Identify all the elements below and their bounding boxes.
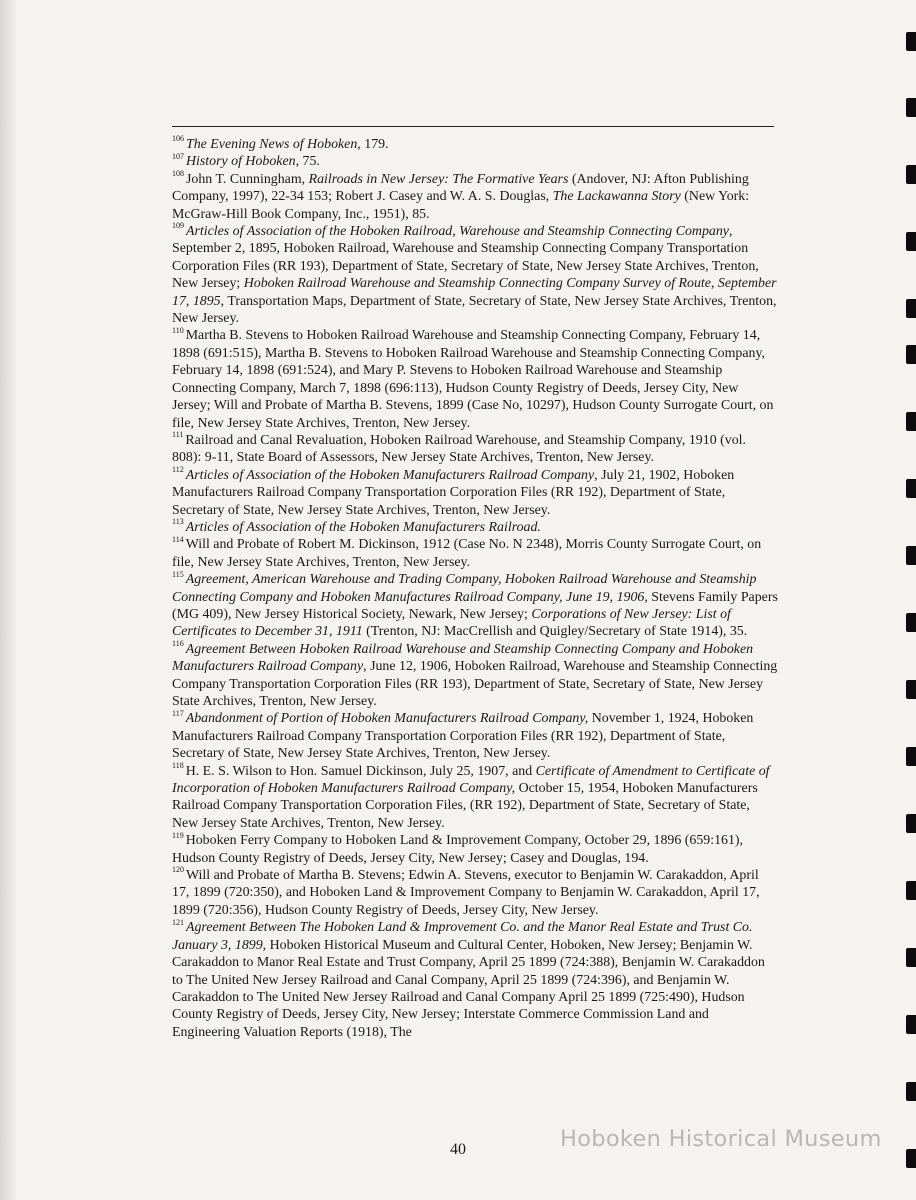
footnote-118 — [172, 763, 778, 833]
footnote-text: Will and Probate of Robert M. Dickinson, 1912 (Case No. N 2348), Morris County Surrogate Court, on file, New Jersey State Archives, Trenton, New Jersey. — [172, 537, 762, 570]
footnote-number: 113 — [172, 517, 184, 527]
footnote-text: John T. Cunningham, — [186, 171, 309, 187]
footnote-121 — [172, 919, 778, 1041]
binding-hole — [906, 747, 916, 766]
footnote-text: , Hoboken Historical Museum and Cultural Center, Hoboken, New Jersey; Benjamin W. Carakaddon to Manor Real Estate and Trust Company, April 25 1899 (724:388), Benjamin W. Carakaddon to The United New Jersey Railroad and Canal Company, April 25 1899 (724:396), and Benjamin W. Carakaddon to The United New Jersey Railroad and Canal Company April 25 1899 (725:490), Hudson County Registry of Deeds, Jersey City, New Jersey; Interstate Commerce Commission Land and Engineering Valuation Reports (1918), The — [172, 937, 765, 1040]
footnote-separator-rule — [172, 126, 774, 127]
footnote-number: 114 — [172, 534, 184, 544]
footnote-number: 119 — [172, 830, 184, 840]
footnote-111 — [172, 432, 778, 467]
footnote-114 — [172, 536, 778, 571]
footnote-text: , June 12, 1906, Hoboken Railroad, Warehouse and Steamship Connecting Company Transportation Corporation Files (RR 193), Department of State, Secretary of State, New Jersey State Archives, Trenton, New Jersey. — [172, 659, 778, 709]
binding-hole — [906, 814, 916, 833]
footnote-italic-title: Railroads in New Jersey: The Formative Years — [308, 171, 569, 187]
footnote-110 — [172, 327, 778, 431]
binding-hole — [906, 232, 916, 251]
binding-hole — [906, 299, 916, 318]
footnote-italic-title: Articles of Association of the Hoboken Manufacturers Railroad Company — [185, 467, 595, 483]
footnote-italic-title: Certificate of Amendment to Certificate of Incorporation of Hoboken Manufacturers Railroad Company, — [172, 763, 770, 797]
footnote-text: Hoboken Ferry Company to Hoboken Land & Improvement Company, October 29, 1896 (659:161), Hudson County Registry of Deeds, Jersey City, New Jersey; Casey and Douglas, 194. — [172, 833, 744, 866]
footnote-text: , 75. — [295, 154, 320, 170]
footnote-text: Railroad and Canal Revaluation, Hoboken Railroad Warehouse, and Steamship Company, 1910 (vol. 808): 9-11, State Board of Assessors, New Jersey State Archives, Trenton, New Jersey. — [172, 432, 746, 466]
footnote-number: 110 — [172, 325, 184, 335]
footnote-number: 121 — [172, 917, 184, 927]
binding-hole — [906, 680, 916, 699]
footnote-italic-title: Articles of Association of the Hoboken Manufacturers Railroad. — [185, 519, 541, 535]
footnote-italic-title: Agreement Between The Hoboken Land & Improvement Co. and the Manor Real Estate and Trust Co. January 3, 1899 — [172, 920, 753, 953]
binding-hole — [906, 98, 916, 117]
footnote-text: (New York: McGraw-Hill Book Company, Inc., 1951), 85. — [172, 189, 750, 222]
footnote-italic-title: The Evening News of Hoboken — [186, 137, 358, 152]
museum-watermark: Hoboken Historical Museum — [560, 1126, 882, 1152]
binding-hole — [906, 1082, 916, 1101]
footnote-117 — [172, 710, 778, 762]
binding-hole — [906, 613, 916, 632]
binding-hole — [906, 345, 916, 364]
binding-hole — [906, 479, 916, 498]
footnote-number: 115 — [172, 569, 184, 579]
page-number: 40 — [450, 1141, 466, 1158]
footnote-italic-title: Agreement Between Hoboken Railroad Warehouse and Steamship Connecting Company and Hoboken Manufacturers Railroad Company — [172, 641, 754, 675]
footnote-number: 116 — [172, 639, 184, 649]
footnote-112 — [172, 467, 778, 519]
footnote-text: , Transportation Maps, Department of State, Secretary of State, New Jersey State Archives, Trenton, New Jersey. — [172, 293, 777, 327]
footnote-number: 111 — [172, 430, 184, 440]
footnote-107 — [172, 153, 778, 170]
footnotes-list — [172, 136, 778, 1041]
footnote-number: 120 — [172, 865, 184, 875]
footnote-text: (Andover, NJ: Afton Publishing Company, 1997), 22-34 153; Robert J. Casey and W. A. S. Douglas, — [172, 171, 749, 205]
binding-hole — [906, 948, 916, 967]
footnote-italic-title: The Lackawanna Story — [552, 189, 681, 205]
footnote-text: , July 21, 1902, Hoboken Manufacturers Railroad Company Transportation Corporation Files (RR 192), Department of State, Secretary of State, New Jersey State Archives, Trenton, New Jersey. — [172, 467, 735, 518]
spiral-binding — [900, 0, 916, 1200]
footnote-text: October 15, 1954, Hoboken Manufacturers Railroad Company Transportation Corporation Files, (RR 192), Department of State, Secretary of State, New Jersey State Archives, Trenton, New Jersey. — [172, 781, 758, 831]
binding-hole — [906, 881, 916, 900]
footnote-116 — [172, 641, 778, 711]
footnote-text: , September 2, 1895, Hoboken Railroad, Warehouse and Steamship Connecting Company Transportation Corporation Files (RR 193), Department of State, Secretary of State, New Jersey State Archives, Trenton, New Jersey; — [172, 224, 759, 292]
page-edge-shadow — [0, 0, 18, 1200]
footnote-italic-title: Corporations of New Jersey: List of Certificates to December 31, 1911 — [172, 606, 731, 640]
footnote-text: Martha B. Stevens to Hoboken Railroad Warehouse and Steamship Connecting Company, February 14, 1898 (691:515), Martha B. Stevens to Hoboken Railroad Warehouse and Steamship Connecting Company, February 14, 1898 (691:524), and Mary P. Stevens to Hoboken Railroad Warehouse and Steamship Connecting Company, March 7, 1898 (696:113), Hudson County Registry of Deeds, Jersey City, New Jersey; Will and Probate of Martha B. Stevens, 1899 (Case No, 10297), Hudson County Surrogate Court, on file, New Jersey State Archives, Trenton, New Jersey. — [172, 328, 774, 431]
footnote-text: (Trenton, NJ: MacCrellish and Quigley/Secretary of State 1914), 35. — [362, 624, 748, 640]
binding-hole — [906, 546, 916, 565]
footnote-109 — [172, 223, 778, 327]
footnote-number: 109 — [172, 221, 184, 231]
footnote-108 — [172, 171, 778, 223]
footnote-text: H. E. S. Wilson to Hon. Samuel Dickinson, July 25, 1907, and — [185, 763, 536, 779]
footnote-number: 117 — [172, 708, 184, 718]
binding-hole — [906, 32, 916, 51]
footnote-number: 106 — [172, 134, 184, 144]
footnote-italic-title: Abandonment of Portion of Hoboken Manufacturers Railroad Company, — [185, 711, 589, 727]
footnote-text: November 1, 1924, Hoboken Manufacturers Railroad Company Transportation Corporation Files (RR 192), Department of State, Secretary of State, New Jersey State Archives, Trenton, New Jersey. — [172, 711, 754, 762]
footnote-italic-title: Agreement, American Warehouse and Trading Company, Hoboken Railroad Warehouse and Steamship Connecting Company and Hoboken Manufactures Railroad Company, June 19, 1906 — [172, 572, 757, 605]
footnote-text: , Stevens Family Papers (MG 409), New Jersey Historical Society, Newark, New Jersey; — [172, 589, 778, 622]
footnote-number: 118 — [172, 761, 184, 770]
footnote-number: 108 — [172, 169, 184, 179]
footnote-115 — [172, 571, 778, 641]
binding-hole — [906, 1015, 916, 1034]
footnote-text: Will and Probate of Martha B. Stevens; Edwin A. Stevens, executor to Benjamin W. Carakaddon, April 17, 1899 (720:350), and Hoboken Land & Improvement Company to Benjamin W. Carakaddon, April 17, 1899 (720:356), Hudson County Registry of Deeds, Jersey City, New Jersey. — [172, 868, 760, 918]
footnote-italic-title: Hoboken Railroad Warehouse and Steamship Connecting Company Survey of Route, September 17, 1895 — [172, 276, 777, 309]
footnote-text: , 179. — [357, 137, 389, 152]
binding-hole — [906, 412, 916, 431]
footnote-120 — [172, 867, 778, 919]
footnote-italic-title: Articles of Association of the Hoboken Railroad, Warehouse and Steamship Connecting Company — [186, 224, 729, 240]
footnote-106 — [172, 136, 778, 153]
footnote-113 — [172, 519, 778, 536]
binding-hole — [906, 165, 916, 184]
footnote-number: 112 — [172, 465, 184, 475]
footnote-number: 107 — [172, 151, 184, 161]
footnote-119 — [172, 832, 778, 867]
footnote-italic-title: History of Hoboken — [186, 154, 296, 170]
